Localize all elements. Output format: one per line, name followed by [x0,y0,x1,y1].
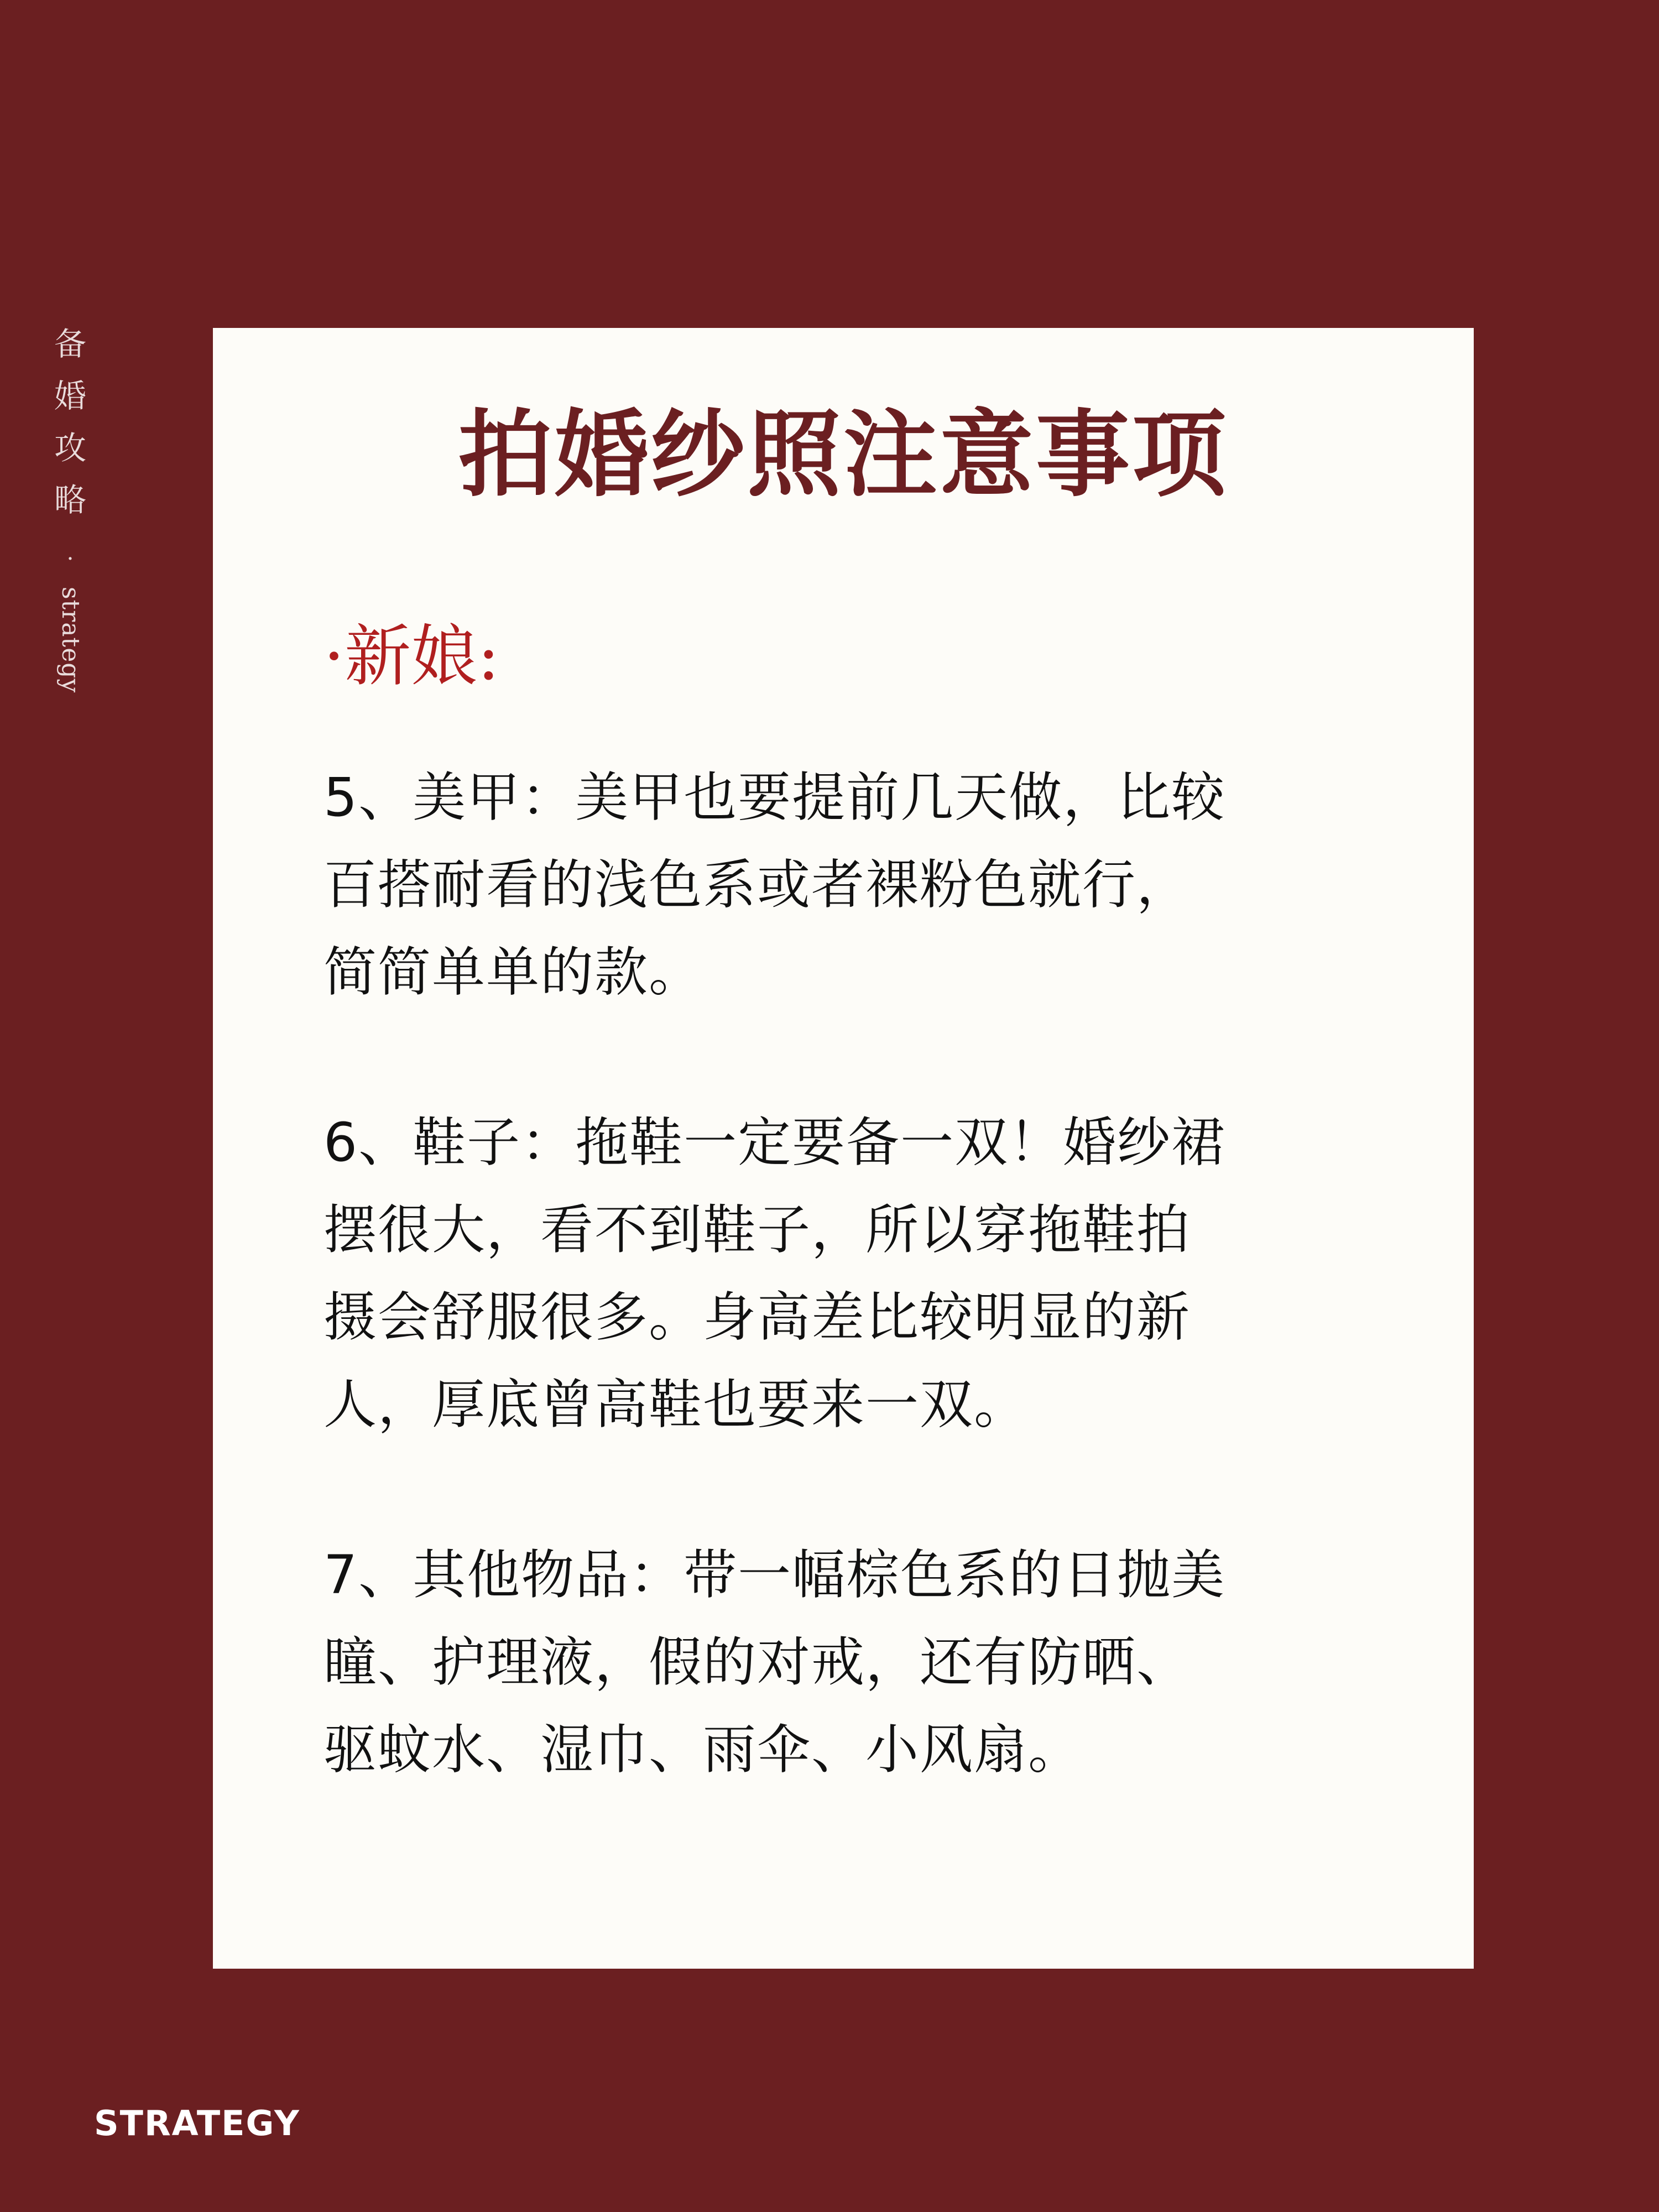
content-card [213,328,1474,1969]
tips-list [324,754,1407,1876]
side-label-dot: · [66,546,74,572]
side-label-english: strategy [56,587,85,693]
side-label-char: 备 [54,325,86,363]
side-label-chinese [53,318,88,526]
side-label-char: 攻 [54,429,86,467]
side-label-char: 婚 [54,377,86,415]
page-title: 拍婚纱照注意事项 [458,400,1228,510]
tip-item: 6、鞋子：拖鞋一定要备一双！婚纱裙 摆很大，看不到鞋子，所以穿拖鞋拍 摄会舒服很多。身高差比较明显的新 人，厚底曾高鞋也要来一双。 [324,1112,1226,1436]
tip-item: 5、美甲：美甲也要提前几天做，比较 百搭耐看的浅色系或者裸粉色就行， 简简单单的款。 [324,766,1226,1003]
tip-item: 7、其他物品：带一幅棕色系的日抛美 瞳、护理液，假的对戒，还有防晒、 驱蚊水、湿巾、雨伞、小风扇。 [324,1544,1226,1781]
footer-word: STRATEGY [94,2103,300,2143]
section-label: ·新娘: [324,618,500,695]
side-vertical-label [53,318,88,719]
side-label-char: 略 [54,481,86,519]
